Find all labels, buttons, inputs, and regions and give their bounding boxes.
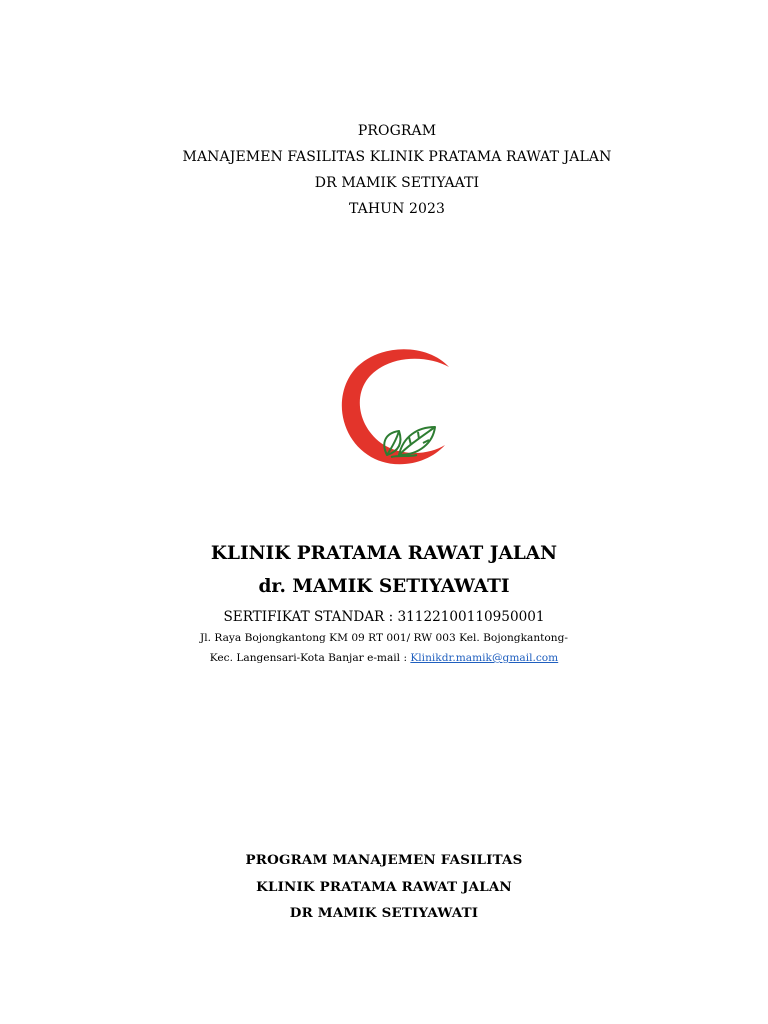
email-link[interactable]: Klinikdr.mamik@gmail.com xyxy=(410,652,559,664)
certificate-number: SERTIFIKAT STANDAR : 31122100110950001 xyxy=(223,609,545,625)
footer-program: PROGRAM MANAJEMEN FASILITAS xyxy=(245,852,523,868)
doctor-name: dr. MAMIK SETIYAWATI xyxy=(258,576,510,597)
header-doctor: DR MAMIK SETIYAATI xyxy=(314,175,480,191)
footer-clinic: KLINIK PRATAMA RAWAT JALAN xyxy=(256,878,512,895)
document-footer xyxy=(0,847,768,927)
footer-doctor: DR MAMIK SETIYAWATI xyxy=(289,905,479,921)
document-header xyxy=(0,118,768,222)
clinic-info xyxy=(0,537,768,668)
header-year: TAHUN 2023 xyxy=(348,201,446,217)
crescent-icon xyxy=(342,349,449,464)
address-line-2-text: Kec. Langensari-Kota Banjar e-mail : xyxy=(209,652,411,664)
header-title: MANAJEMEN FASILITAS KLINIK PRATAMA RAWAT JALAN xyxy=(182,149,612,165)
clinic-name: KLINIK PRATAMA RAWAT JALAN xyxy=(210,543,558,564)
address-line-2 xyxy=(0,648,768,668)
header-program: PROGRAM xyxy=(357,123,437,139)
address-line-1: Jl. Raya Bojongkantong KM 09 RT 001/ RW 003 Kel. Bojongkantong- xyxy=(200,632,568,644)
crescent-leaf-logo-icon xyxy=(337,345,457,470)
